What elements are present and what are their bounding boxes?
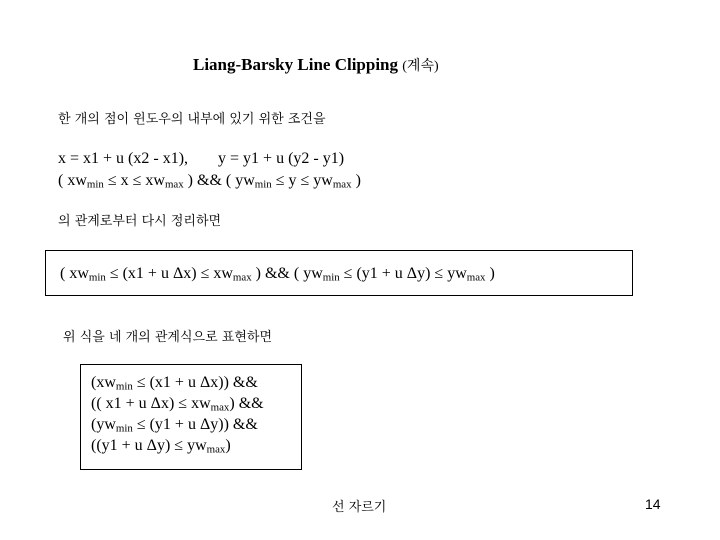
boxed-subscript: max <box>232 271 252 284</box>
relation-subscript: min <box>115 380 133 393</box>
boxed-subscript: min <box>88 271 106 284</box>
relation-part: (xw <box>91 374 116 391</box>
relation-part: (( x1 + u Δx) ≤ xw <box>91 395 211 412</box>
relations-list <box>91 372 264 456</box>
cond-part: ≤ x ≤ xw <box>103 172 165 189</box>
footer-text: 선 자르기 <box>332 500 387 515</box>
boxed-part: ) <box>485 265 495 282</box>
boxed-part: ( xw <box>60 265 89 282</box>
korean-text-condition: 한 개의 점이 윈도우의 내부에 있기 위한 조건을 <box>58 112 326 127</box>
title-main: Liang-Barsky Line Clipping <box>193 55 399 74</box>
window-condition <box>58 172 361 190</box>
relation-subscript: min <box>115 422 133 435</box>
relation-part: (yw <box>91 416 116 433</box>
y-equation: y = y1 + u (y2 - y1) <box>218 150 345 167</box>
title-suffix: (계속) <box>402 59 439 74</box>
parametric-equations <box>58 150 344 168</box>
boxed-subscript: max <box>466 271 486 284</box>
boxed-part: ≤ (y1 + u Δy) ≤ yw <box>339 265 467 282</box>
relation-line <box>91 372 264 393</box>
cond-part: ≤ y ≤ yw <box>271 172 333 189</box>
page-number: 14 <box>645 496 661 512</box>
korean-text-rearrange: 의 관계로부터 다시 정리하면 <box>58 214 222 229</box>
relation-part: ) && <box>229 395 264 412</box>
slide-title <box>193 55 439 75</box>
cond-subscript: max <box>332 178 352 191</box>
relation-line <box>91 393 264 414</box>
relation-subscript: max <box>210 401 230 414</box>
boxed-part: ) && ( yw <box>251 265 323 282</box>
boxed-subscript: min <box>322 271 340 284</box>
relation-subscript: max <box>206 443 226 456</box>
cond-part: ) <box>351 172 361 189</box>
x-equation: x = x1 + u (x2 - x1), <box>58 150 189 167</box>
relation-part: ≤ (y1 + u Δy)) && <box>132 416 258 433</box>
boxed-condition <box>60 265 495 283</box>
cond-part: ) && ( yw <box>183 172 255 189</box>
relation-part: ) <box>225 437 231 454</box>
cond-subscript: min <box>86 178 104 191</box>
relation-line <box>91 435 264 456</box>
relation-part: ≤ (x1 + u Δx)) && <box>132 374 258 391</box>
cond-part: ( xw <box>58 172 87 189</box>
cond-subscript: max <box>164 178 184 191</box>
relation-line <box>91 414 264 435</box>
korean-text-four-relations: 위 식을 네 개의 관계식으로 표현하면 <box>63 330 273 345</box>
relation-part: ((y1 + u Δy) ≤ yw <box>91 437 207 454</box>
boxed-part: ≤ (x1 + u Δx) ≤ xw <box>105 265 233 282</box>
cond-subscript: min <box>254 178 272 191</box>
